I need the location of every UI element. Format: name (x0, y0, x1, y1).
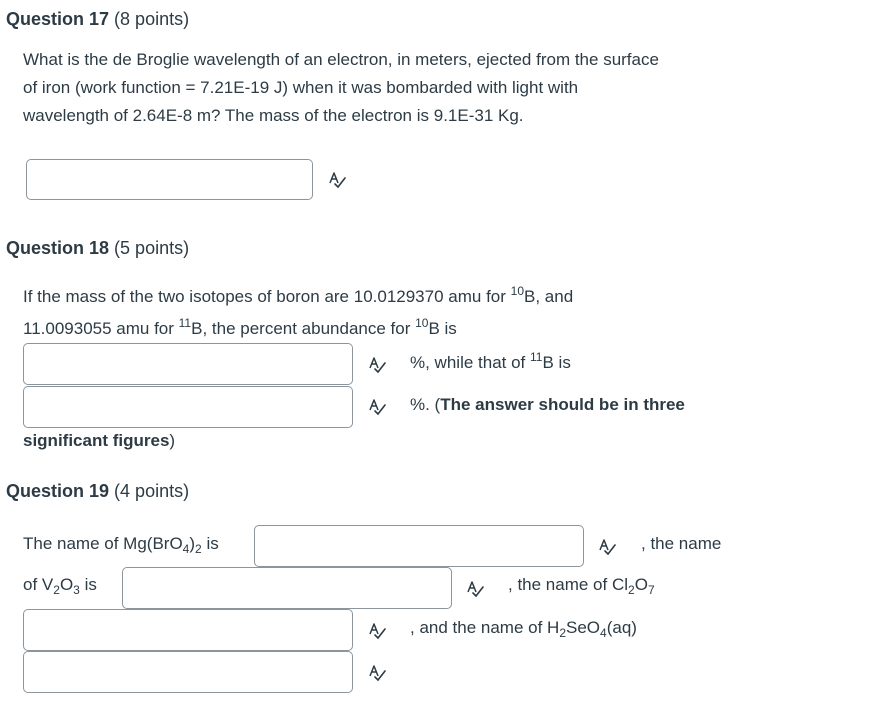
question-17-text-line1: What is the de Broglie wavelength of an electron, in meters, ejected from the surface (23, 50, 659, 69)
q18-l1b: B, and (524, 287, 574, 306)
q18-sup11b: 11 (530, 350, 543, 364)
question-18-points: (5 points) (114, 238, 190, 258)
q19-sub3: 3 (73, 583, 80, 597)
spellcheck-icon[interactable] (368, 398, 386, 416)
question-19-points: (4 points) (114, 481, 190, 501)
question-18-text-line2 (23, 315, 457, 343)
spellcheck-icon[interactable] (328, 171, 346, 189)
spellcheck-icon[interactable] (368, 356, 386, 374)
question-18-text-line1 (23, 283, 573, 311)
question-18-after-box2 (410, 391, 685, 419)
q19-l1b: ) (189, 534, 196, 553)
question-18-after-box1 (410, 349, 571, 377)
q19-l2c: is (79, 575, 97, 594)
q18-l2c: B is (428, 319, 457, 338)
question-18-answer-2-input[interactable] (23, 386, 353, 428)
question-17-title: Question 17 (6, 9, 110, 29)
q19-l2aa: , the name of Cl (508, 575, 629, 594)
q18-lastend: ) (169, 431, 176, 450)
question-19-answer-1-input[interactable] (254, 525, 584, 567)
q19-sub2b: 2 (53, 583, 60, 597)
question-17-text-line2: of iron (work function = 7.21E-19 J) when it was bombarded with light with (23, 78, 579, 97)
q18-sup11: 11 (178, 316, 192, 330)
question-19-line1-after: , the name (641, 534, 722, 553)
q19-sub2: 2 (195, 542, 202, 556)
question-18-header (6, 238, 189, 259)
spellcheck-icon[interactable] (368, 664, 386, 682)
question-19-line1-label (23, 530, 219, 558)
q18-ab1b: B is (542, 353, 571, 372)
q18-ab2bold: The answer should be in three (440, 395, 685, 414)
q18-l1a: If the mass of the two isotopes of boron are 10.0129370 amu for (23, 287, 511, 306)
q18-sup10b: 10 (415, 316, 429, 330)
q18-lastbold: significant figures (23, 431, 170, 450)
q19-l2b: O (59, 575, 74, 594)
q19-l3b: SeO (566, 618, 601, 637)
q18-l2b: B, the percent abundance for (191, 319, 416, 338)
q19-sub2c: 2 (628, 583, 635, 597)
question-18-text-last (23, 427, 175, 455)
spellcheck-icon[interactable] (368, 622, 386, 640)
q18-l2a: 11.0093055 amu for (23, 319, 179, 338)
question-19-line2-after (508, 571, 655, 599)
q18-ab2a: %. ( (410, 395, 441, 414)
question-17-header (6, 9, 189, 30)
q19-sub4: 4 (182, 542, 190, 556)
q18-ab1a: %, while that of (410, 353, 531, 372)
question-19-answer-3-input[interactable] (23, 609, 353, 651)
spellcheck-icon[interactable] (598, 538, 616, 556)
question-17-points: (8 points) (114, 9, 190, 29)
question-19-answer-2-input[interactable] (122, 567, 452, 609)
spellcheck-icon[interactable] (466, 580, 484, 598)
q19-l1c: is (201, 534, 219, 553)
question-18-title: Question 18 (6, 238, 110, 258)
question-19-line3-after (410, 614, 637, 642)
q19-l3c: (aq) (606, 618, 637, 637)
q19-l3a: , and the name of H (410, 618, 560, 637)
q19-sub2d: 2 (559, 626, 567, 640)
q18-sup10: 10 (510, 284, 524, 298)
q19-l1a: The name of Mg(BrO (23, 534, 183, 553)
question-17-answer-input[interactable] (26, 159, 313, 200)
question-19-line2-label (23, 571, 97, 599)
q19-l2a: of V (23, 575, 54, 594)
question-17-text-line3: wavelength of 2.64E-8 m? The mass of the electron is 9.1E-31 Kg. (23, 106, 524, 125)
q19-sub4b: 4 (600, 626, 607, 640)
question-18-answer-1-input[interactable] (23, 343, 353, 385)
q19-sub7: 7 (647, 583, 655, 597)
question-19-title: Question 19 (6, 481, 110, 501)
question-19-answer-4-input[interactable] (23, 651, 353, 693)
question-19-header (6, 481, 189, 502)
q19-l2ab: O (634, 575, 648, 594)
